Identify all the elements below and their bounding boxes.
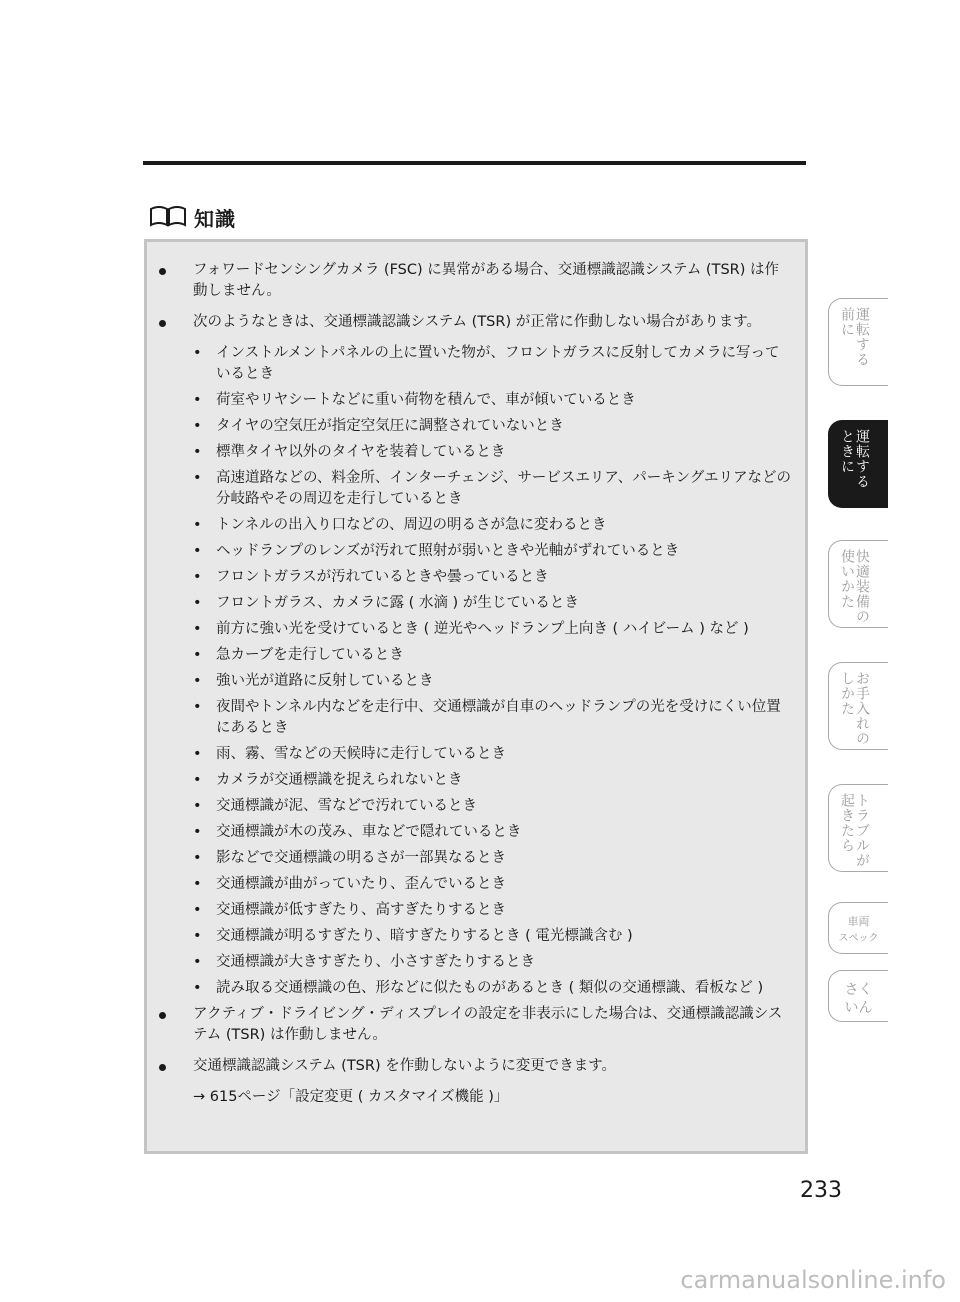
chapter-tab-2[interactable]	[828, 420, 888, 508]
item-text: 影などで交通標識の明るさが一部異なるとき	[216, 850, 506, 866]
sub-bullet-icon: •	[193, 595, 202, 611]
tab-label-line1: 運転する	[854, 307, 870, 367]
sub-bullet-icon: •	[193, 746, 202, 762]
sub-bullet-icon: •	[193, 850, 202, 866]
sub-bullet-icon: •	[193, 418, 202, 434]
sub-bullet-item	[147, 567, 805, 588]
sub-bullet-item	[147, 468, 805, 510]
sub-bullet-icon: •	[193, 345, 202, 361]
tab-label-line2: 前に	[839, 307, 855, 337]
tab-label-line1: さく	[844, 982, 873, 998]
sub-bullet-icon: •	[193, 470, 202, 486]
item-text: 標準タイヤ以外のタイヤを装着しているとき	[216, 444, 506, 460]
item-text: 交通標識が大きすぎたり、小さすぎたりするとき	[216, 954, 535, 970]
item-text: 読み取る交通標識の色、形などに似たものがあるとき ( 類似の交通標識、看板など )	[216, 980, 764, 996]
sub-bullet-icon: •	[193, 902, 202, 918]
sub-bullet-item	[147, 796, 805, 817]
sub-bullet-icon: •	[193, 980, 202, 996]
item-text: カメラが交通標識を捉えられないとき	[216, 772, 463, 788]
item-text: 交通標識が曲がっていたり、歪んでいるとき	[216, 876, 506, 892]
item-text: 強い光が道路に反射しているとき	[216, 673, 434, 689]
bullet-item	[147, 260, 805, 302]
sub-bullet-icon: •	[193, 673, 202, 689]
sub-bullet-icon: •	[193, 876, 202, 892]
sub-bullet-item	[147, 770, 805, 791]
item-text: 交通標識が泥、雪などで汚れているとき	[216, 798, 477, 814]
bullet-dot-icon	[159, 1064, 166, 1071]
item-text: 夜間やトンネル内などを走行中、交通標識が自車のヘッドランプの光を受けにくい位置にあるとき	[216, 699, 781, 736]
tab-label-line2: スペック	[838, 933, 879, 944]
item-text: 高速道路などの、料金所、インターチェンジ、サービスエリア、パーキングエリアなどの分岐路やその周辺を走行しているとき	[216, 470, 791, 507]
sub-bullet-item	[147, 697, 805, 739]
item-text: アクティブ・ドライビング・ディスプレイの設定を非表示にした場合は、交通標識認識システム (TSR) は作動しません。	[193, 1006, 783, 1043]
sub-bullet-item	[147, 900, 805, 921]
tab-label-line1: お手入れの	[854, 671, 870, 746]
sub-bullet-item	[147, 515, 805, 536]
sub-bullet-item	[147, 848, 805, 869]
sub-bullet-icon: •	[193, 798, 202, 814]
sub-bullet-item	[147, 416, 805, 437]
chapter-tab-4[interactable]	[828, 662, 888, 750]
tab-label-line1: 運転する	[854, 429, 870, 489]
page-reference-link[interactable]: → 615ページ「設定変更 ( カスタマイズ機能 )」	[193, 1089, 509, 1105]
sub-bullet-icon: •	[193, 621, 202, 637]
sub-bullet-item	[147, 744, 805, 765]
tab-label-line2: 起きたら	[839, 793, 855, 853]
chapter-tab-1[interactable]	[828, 298, 888, 386]
sub-bullet-item	[147, 390, 805, 411]
item-text: 交通標識が明るすぎたり、暗すぎたりするとき ( 電光標識含む )	[216, 928, 633, 944]
sub-bullet-icon: •	[193, 699, 202, 715]
sub-bullet-item	[147, 619, 805, 640]
sub-bullet-item	[147, 952, 805, 973]
sub-bullet-item	[147, 671, 805, 692]
sub-bullet-icon: •	[193, 569, 202, 585]
item-text: 交通標識認識システム (TSR) を作動しないように変更できます。	[193, 1058, 617, 1074]
item-text: ヘッドランプのレンズが汚れて照射が弱いときや光軸がずれているとき	[216, 543, 680, 559]
sub-bullet-item	[147, 541, 805, 562]
item-text: 交通標識が低すぎたり、高すぎたりするとき	[216, 902, 506, 918]
top-rule	[143, 161, 806, 165]
item-text: 前方に強い光を受けているとき ( 逆光やヘッドランプ上向き ( ハイビーム ) など )	[216, 621, 749, 637]
sub-bullet-item	[147, 978, 805, 999]
heading-title: 知識	[194, 207, 236, 231]
tab-label-line2: ときに	[839, 429, 855, 474]
knowledge-box	[144, 239, 808, 1154]
sub-bullet-icon: •	[193, 954, 202, 970]
sub-bullet-item	[147, 343, 805, 385]
tab-label-line1: 快適装備の	[854, 549, 870, 624]
item-text: 次のようなときは、交通標識認識システム (TSR) が正常に作動しない場合があります。	[193, 314, 762, 330]
sub-bullet-icon: •	[193, 444, 202, 460]
bullet-dot-icon	[159, 268, 166, 275]
sub-bullet-item	[147, 874, 805, 895]
item-text: 雨、霧、雪などの天候時に走行しているとき	[216, 746, 506, 762]
item-text: 急カーブを走行しているとき	[216, 647, 404, 663]
sub-bullet-icon: •	[193, 517, 202, 533]
chapter-tab-6[interactable]	[828, 902, 888, 954]
item-text: 荷室やリヤシートなどに重い荷物を積んで、車が傾いているとき	[216, 392, 636, 408]
chapter-tab-3[interactable]	[828, 540, 888, 628]
item-text: フロントガラスが汚れているときや曇っているとき	[216, 569, 549, 585]
page-number: 233	[800, 1178, 842, 1203]
item-text: フロントガラス、カメラに露 ( 水滴 ) が生じているとき	[216, 595, 579, 611]
item-text: 交通標識が木の茂み、車などで隠れているとき	[216, 824, 522, 840]
item-text: トンネルの出入り口などの、周辺の明るさが急に変わるとき	[216, 517, 607, 533]
sub-bullet-item	[147, 926, 805, 947]
sub-bullet-item	[147, 442, 805, 463]
bullet-dot-icon	[159, 1012, 166, 1019]
knowledge-list	[147, 260, 805, 1108]
sub-bullet-icon: •	[193, 824, 202, 840]
sub-bullet-item	[147, 645, 805, 666]
tab-label-line2: いん	[844, 1000, 873, 1016]
watermark: carmanualsonline.info	[680, 1266, 946, 1294]
item-text: フォワードセンシングカメラ (FSC) に異常がある場合、交通標識認識システム (TSR) は作動しません。	[193, 262, 779, 299]
notebook-icon	[148, 204, 188, 232]
sub-bullet-item	[147, 822, 805, 843]
chapter-tab-5[interactable]	[828, 784, 888, 872]
sub-bullet-icon: •	[193, 647, 202, 663]
bullet-item	[147, 312, 805, 333]
item-text: インストルメントパネルの上に置いた物が、フロントガラスに反射してカメラに写っているとき	[216, 345, 780, 382]
sub-bullet-icon: •	[193, 772, 202, 788]
section-heading	[148, 203, 236, 232]
sub-bullet-icon: •	[193, 392, 202, 408]
sub-bullet-item	[147, 593, 805, 614]
tab-label-line1: トラブルが	[854, 793, 870, 868]
chapter-tab-7[interactable]	[828, 970, 888, 1022]
sub-bullet-icon: •	[193, 543, 202, 559]
item-text: タイヤの空気圧が指定空気圧に調整されていないとき	[216, 418, 564, 434]
tab-label-line2: しかた	[839, 671, 855, 716]
tab-label-line2: 使いかた	[839, 549, 855, 609]
tab-label-line1: 車両	[847, 915, 870, 928]
bullet-item	[147, 1056, 805, 1077]
sub-bullet-icon: •	[193, 928, 202, 944]
bullet-dot-icon	[159, 320, 166, 327]
bullet-item	[147, 1004, 805, 1046]
